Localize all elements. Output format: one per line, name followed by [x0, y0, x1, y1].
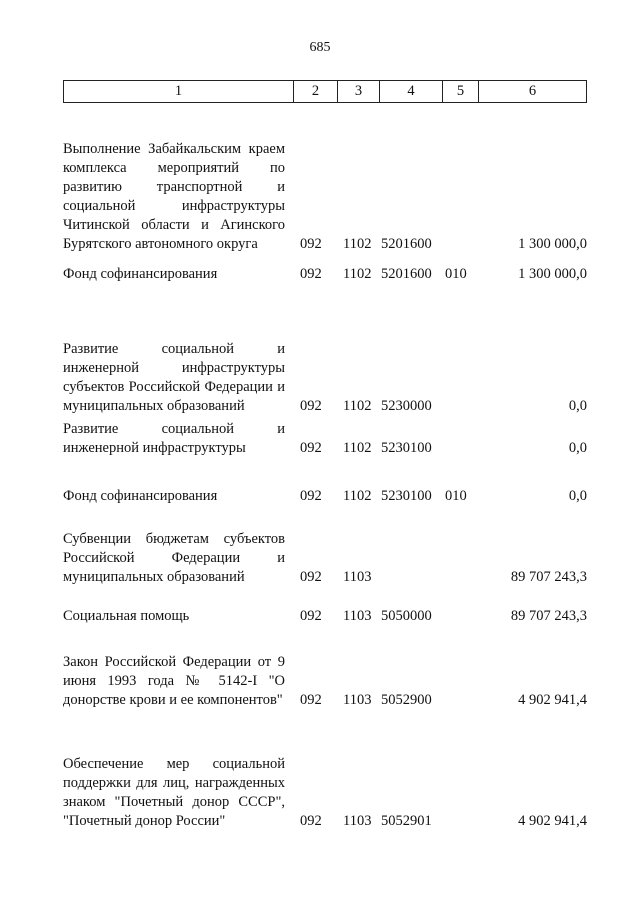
row-ministry-code: 092: [300, 692, 322, 708]
row-ministry-code: 092: [300, 488, 322, 504]
row-target-code: 5050000: [381, 608, 432, 624]
table-row: [63, 420, 587, 458]
row-section-code: 1103: [343, 692, 372, 708]
row-target-code: 5230000: [381, 398, 432, 414]
row-expense-type: 010: [445, 266, 467, 282]
row-section-code: 1102: [343, 488, 372, 504]
table-row: [63, 340, 587, 416]
header-col-3: 3: [338, 81, 380, 102]
row-description: Фонд софинансирования: [63, 488, 218, 504]
header-col-5: 5: [443, 81, 479, 102]
row-amount: 89 707 243,3: [510, 569, 587, 585]
page-number: 685: [309, 40, 331, 55]
row-target-code: 5052901: [381, 813, 432, 829]
row-amount: 1 300 000,0: [518, 266, 587, 282]
row-ministry-code: 092: [300, 813, 322, 829]
table-row: [63, 653, 587, 710]
row-amount: 0,0: [568, 398, 587, 414]
header-col-4: 4: [380, 81, 443, 102]
row-description: Закон Российской Федерации от 9 июня 1993 года № 5142-I "О донорстве крови и ее компонентов": [63, 654, 285, 708]
row-description: Фонд софинансирования: [63, 266, 218, 282]
row-description: Обеспечение мер социальной поддержки для лиц, награжденных знаком "Почетный донор СССР", "Почетный донор России": [63, 756, 285, 829]
row-expense-type: 010: [445, 488, 467, 504]
row-description: Субвенции бюджетам субъектов Российской Федерации и муниципальных образований: [63, 531, 285, 585]
table-row: [63, 265, 587, 284]
row-description: Социальная помощь: [63, 608, 190, 624]
row-target-code: 5230100: [381, 440, 432, 456]
row-target-code: 5230100: [381, 488, 432, 504]
row-section-code: 1102: [343, 236, 372, 252]
header-col-1: 1: [64, 81, 294, 102]
row-section-code: 1103: [343, 569, 372, 585]
row-section-code: 1103: [343, 813, 372, 829]
row-amount: 0,0: [568, 440, 587, 456]
header-col-6: 6: [528, 83, 537, 99]
row-description: Развитие социальной и инженерной инфраструктуры: [63, 421, 285, 456]
table-row: [63, 140, 587, 254]
table-row: [63, 607, 587, 626]
row-ministry-code: 092: [300, 398, 322, 414]
row-ministry-code: 092: [300, 569, 322, 585]
row-ministry-code: 092: [300, 608, 322, 624]
row-target-code: 5201600: [381, 236, 432, 252]
row-section-code: 1102: [343, 398, 372, 414]
table-header: [63, 80, 587, 103]
row-target-code: 5201600: [381, 266, 432, 282]
row-ministry-code: 092: [300, 266, 322, 282]
table-row: [63, 487, 587, 506]
row-description: Выполнение Забайкальским краем комплекса мероприятий по развитию транспортной и социальной инфраструктуры Читинской области и Агинского Бурятского автономного округа: [63, 141, 285, 252]
row-amount: 89 707 243,3: [510, 608, 587, 624]
row-amount: 1 300 000,0: [518, 236, 587, 252]
header-col-2: 2: [294, 81, 338, 102]
row-amount: 4 902 941,4: [518, 692, 587, 708]
row-amount: 0,0: [568, 488, 587, 504]
row-section-code: 1102: [343, 266, 372, 282]
row-section-code: 1103: [343, 608, 372, 624]
row-section-code: 1102: [343, 440, 372, 456]
row-description: Развитие социальной и инженерной инфраструктуры субъектов Российской Федерации и муниципальных образований: [63, 341, 285, 414]
row-ministry-code: 092: [300, 440, 322, 456]
row-target-code: 5052900: [381, 692, 432, 708]
row-amount: 4 902 941,4: [518, 813, 587, 829]
row-ministry-code: 092: [300, 236, 322, 252]
table-row: [63, 530, 587, 587]
table-row: [63, 755, 587, 831]
